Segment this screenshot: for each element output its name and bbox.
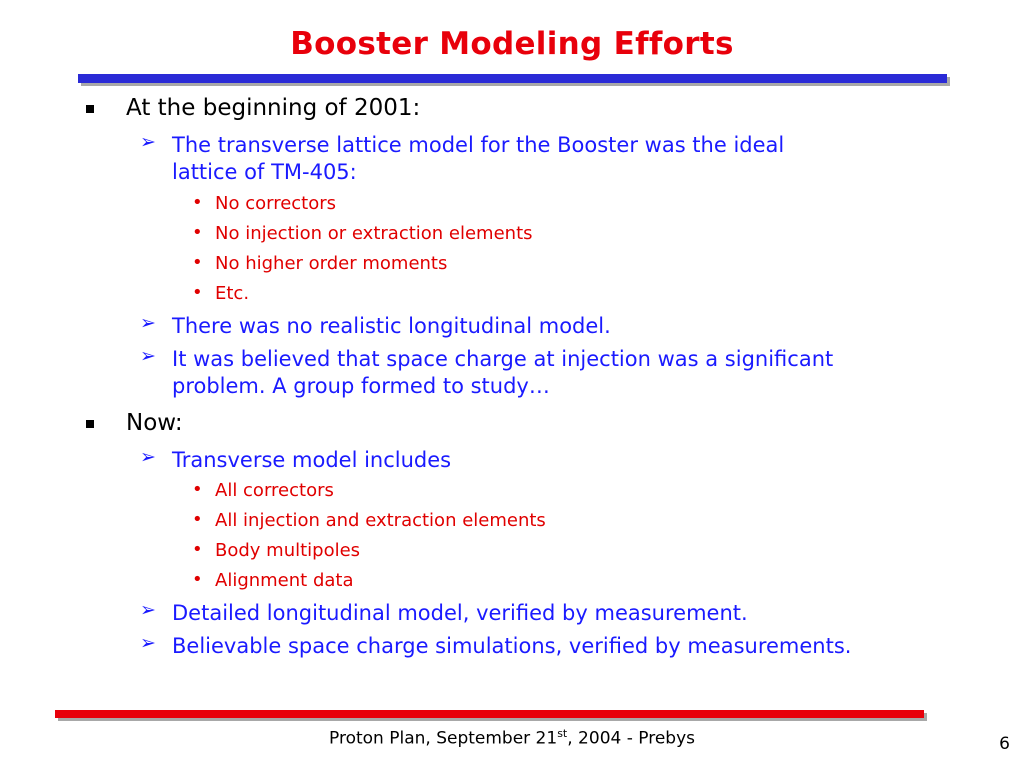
- slide-body: At the beginning of 2001: ➢ The transverse lattice model for the Booster was the ideal lattice of TM-405: • No correctors • No injection or extraction elements • No higher order moments • Etc. ➢ There was no realistic longitudinal model. ➢ It was believed that space charge at injection was a significant problem. A group formed to study… Now: ➢ Transverse model includes • All correctors • All injection and extraction elements • Body multipoles • Alignment data ➢ Detailed longitudinal model, verified by measurement. ➢ Believable space charge simulations, verified by measurements.: [0, 0, 1024, 768]
- arrow-bullet-icon: ➢: [140, 345, 156, 367]
- square-bullet-icon: [86, 105, 94, 113]
- dot-bullet-icon: •: [192, 539, 203, 560]
- footer-divider: [55, 710, 924, 718]
- page-number: 6: [999, 734, 1010, 754]
- slide-title: Booster Modeling Efforts: [290, 26, 734, 62]
- dot-bullet-icon: •: [192, 569, 203, 590]
- arrow-bullet-icon: ➢: [140, 632, 156, 654]
- dot-bullet-icon: •: [192, 282, 203, 303]
- arrow-bullet-icon: ➢: [140, 131, 156, 153]
- dot-bullet-icon: •: [192, 252, 203, 273]
- dot-bullet-icon: •: [192, 509, 203, 530]
- footer-superscript: st: [557, 727, 568, 740]
- arrow-bullet-icon: ➢: [140, 599, 156, 621]
- dot-bullet-icon: •: [192, 479, 203, 500]
- dot-bullet-icon: •: [192, 192, 203, 213]
- footer-text: Proton Plan, September 21st, 2004 - Prebys: [329, 727, 695, 749]
- arrow-bullet-icon: ➢: [140, 312, 156, 334]
- square-bullet-icon: [86, 420, 94, 428]
- arrow-bullet-icon: ➢: [140, 446, 156, 468]
- dot-bullet-icon: •: [192, 222, 203, 243]
